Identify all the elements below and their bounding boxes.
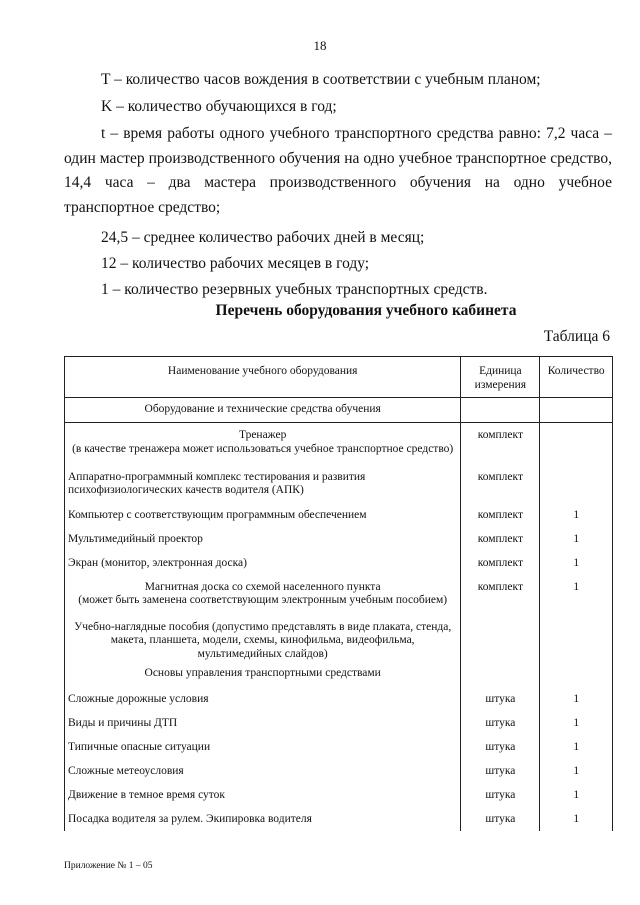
table-row	[65, 613, 613, 663]
table-row	[65, 527, 613, 551]
equipment-unit: штука	[461, 759, 540, 783]
table-row	[65, 503, 613, 527]
section-row	[65, 663, 613, 687]
equipment-quantity	[540, 461, 613, 503]
table-row	[65, 687, 613, 711]
equipment-quantity: 1	[540, 687, 613, 711]
equipment-unit: штука	[461, 783, 540, 807]
page-number: 18	[313, 38, 327, 53]
table-header-row	[65, 357, 613, 398]
equipment-quantity: 1	[540, 551, 613, 575]
paragraph-working-days: 24,5 – среднее количество рабочих дней в месяц;	[101, 229, 425, 246]
section-row	[65, 398, 613, 423]
header-unit: Единица измерения	[461, 357, 540, 398]
equipment-quantity: 1	[540, 735, 613, 759]
equipment-unit	[461, 613, 540, 663]
table-row	[65, 807, 613, 831]
section-label: Оборудование и технические средства обучения	[65, 398, 461, 423]
equipment-name: Мультимедийный проектор	[65, 527, 461, 551]
section-label: Основы управления транспортными средствами	[65, 663, 461, 687]
equipment-unit: комплект	[461, 461, 540, 503]
equipment-unit: штука	[461, 687, 540, 711]
equipment-unit: штука	[461, 807, 540, 831]
table-row	[65, 575, 613, 613]
table-caption: Таблица 6	[543, 328, 610, 345]
equipment-quantity: 1	[540, 759, 613, 783]
paragraph-k-students: K – количество обучающихся в год;	[101, 98, 337, 115]
equipment-quantity: 1	[540, 527, 613, 551]
equipment-unit: комплект	[461, 551, 540, 575]
equipment-name: Посадка водителя за рулем. Экипировка водителя	[65, 807, 461, 831]
equipment-name: Типичные опасные ситуации	[65, 735, 461, 759]
equipment-unit: штука	[461, 735, 540, 759]
equipment-unit: штука	[461, 711, 540, 735]
equipment-quantity	[540, 613, 613, 663]
header-quantity: Количество	[540, 357, 613, 398]
table-row	[65, 735, 613, 759]
equipment-name: Аппаратно-программный комплекс тестирования и развития психофизиологических качеств водителя (АПК)	[65, 461, 461, 503]
table-row	[65, 783, 613, 807]
equipment-quantity	[540, 423, 613, 461]
equipment-name: Сложные дорожные условия	[65, 687, 461, 711]
equipment-unit: комплект	[461, 503, 540, 527]
equipment-name: Движение в темное время суток	[65, 783, 461, 807]
equipment-quantity: 1	[540, 575, 613, 613]
table-row	[65, 759, 613, 783]
equipment-name: Тренажер (в качестве тренажера может использоваться учебное транспортное средство)	[65, 423, 461, 461]
equipment-name: Виды и причины ДТП	[65, 711, 461, 735]
equipment-name: Магнитная доска со схемой населенного пункта (может быть заменена соответствующим электронным учебным пособием)	[65, 575, 461, 613]
equipment-quantity: 1	[540, 711, 613, 735]
table-row	[65, 423, 613, 461]
table-row	[65, 461, 613, 503]
equipment-name: Компьютер с соответствующим программным обеспечением	[65, 503, 461, 527]
equipment-name: Сложные метеоусловия	[65, 759, 461, 783]
equipment-name: Экран (монитор, электронная доска)	[65, 551, 461, 575]
paragraph-reserve-vehicles: 1 – количество резервных учебных транспортных средств.	[101, 281, 488, 298]
equipment-name: Учебно-наглядные пособия (допустимо представлять в виде плаката, стенда, макета, планшета, модели, схемы, кинофильма, видеофильма, мультимедийных слайдов)	[65, 613, 461, 663]
equipment-quantity: 1	[540, 503, 613, 527]
equipment-quantity: 1	[540, 783, 613, 807]
equipment-unit: комплект	[461, 423, 540, 461]
table-row	[65, 711, 613, 735]
equipment-unit: комплект	[461, 527, 540, 551]
equipment-quantity: 1	[540, 807, 613, 831]
paragraph-t-vehicle-time: t – время работы одного учебного транспортного средства равно: 7,2 часа – один мастер производственного обучения на одно учебное транспортное средство, 14,4 часа – два мастера производственного обучения на одно учебное транспортное средство;	[64, 125, 612, 216]
paragraph-t-hours: T – количество часов вождения в соответствии с учебным планом;	[101, 71, 541, 88]
equipment-table	[64, 356, 613, 831]
header-equipment-name: Наименование учебного оборудования	[65, 357, 461, 398]
equipment-unit: комплект	[461, 575, 540, 613]
section-title: Перечень оборудования учебного кабинета	[215, 302, 517, 319]
footer-note: Приложение № 1 – 05	[64, 861, 153, 871]
paragraph-working-months: 12 – количество рабочих месяцев в году;	[101, 255, 370, 272]
table-row	[65, 551, 613, 575]
